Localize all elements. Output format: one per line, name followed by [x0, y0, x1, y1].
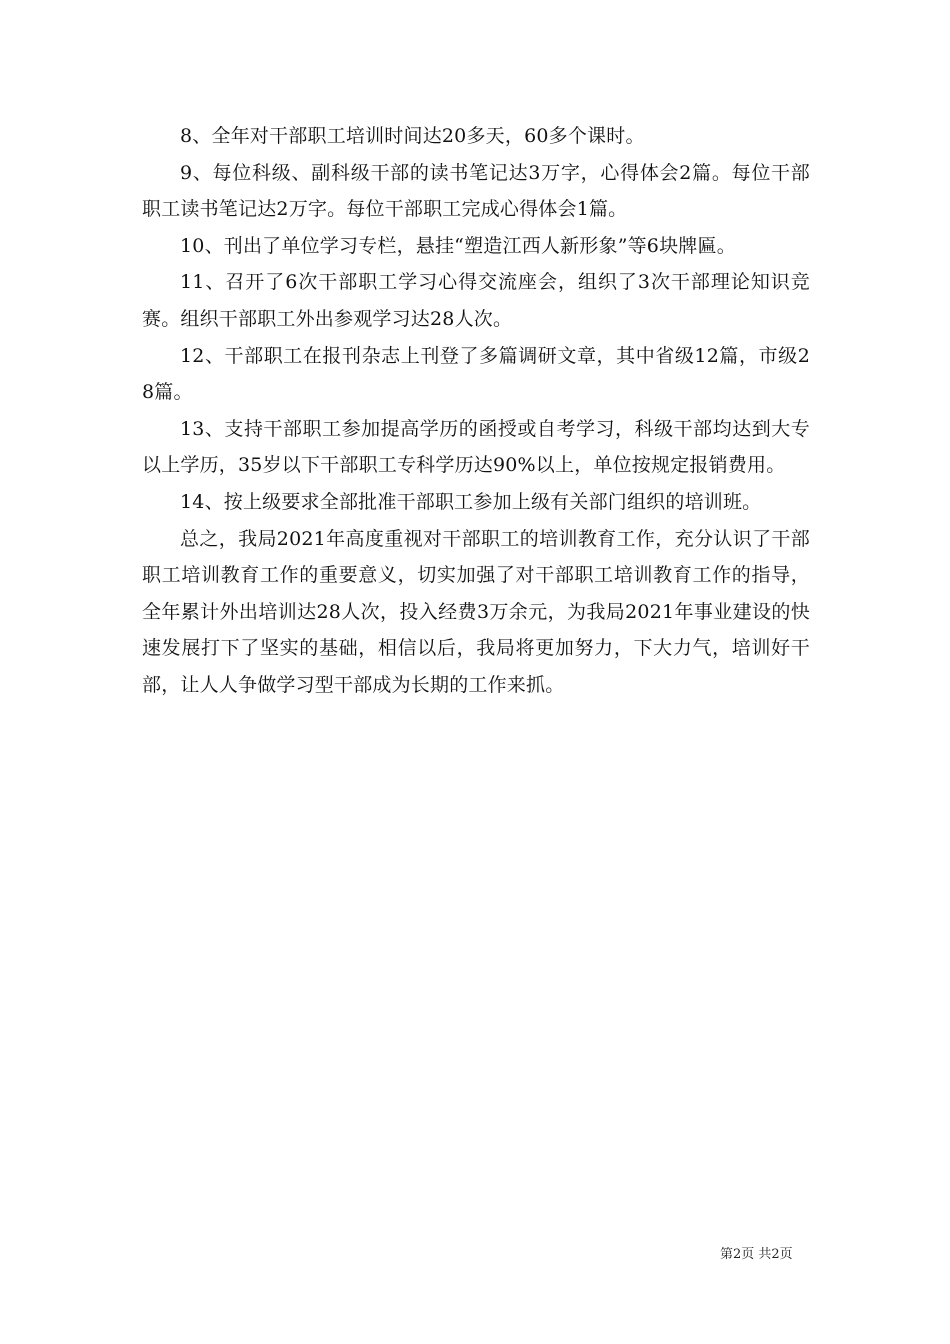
page-number-footer: 第2页 共2页	[720, 1247, 793, 1262]
summary-paragraph: 总之，我局2021年高度重视对干部职工的培训教育工作，充分认识了干部职工培训教育工作的重要意义，切实加强了对干部职工培训教育工作的指导，全年累计外出培训达28人次，投入经费3万余元，为我局2021年事业建设的快速发展打下了坚实的基础，相信以后，我局将更加努力，下大力气，培训好干部，让人人争做学习型干部成为长期的工作来抓。	[142, 527, 810, 696]
paragraph-item-9: 9、每位科级、副科级干部的读书笔记达3万字，心得体会2篇。每位干部职工读书笔记达2万字。每位干部职工完成心得体会1篇。	[142, 161, 810, 221]
paragraph-item-8: 8、全年对干部职工培训时间达20多天，60多个课时。	[180, 125, 645, 147]
paragraph-item-14: 14、按上级要求全部批准干部职工参加上级有关部门组织的培训班。	[180, 490, 762, 513]
document-body	[142, 118, 810, 704]
paragraph-item-11: 11、召开了6次干部职工学习心得交流座会，组织了3次干部理论知识竞赛。组织干部职工外出参观学习达28人次。	[142, 271, 810, 330]
paragraph-item-10: 10、刊出了单位学习专栏，悬挂“塑造江西人新形象”等6块牌匾。	[180, 234, 736, 257]
paragraph-item-13: 13、支持干部职工参加提高学历的函授或自考学习，科级干部均达到大专以上学历，35岁以下干部职工专科学历达90%以上，单位按规定报销费用。	[142, 417, 810, 477]
paragraph-item-12: 12、干部职工在报刊杂志上刊登了多篇调研文章，其中省级12篇，市级28篇。	[142, 344, 810, 404]
